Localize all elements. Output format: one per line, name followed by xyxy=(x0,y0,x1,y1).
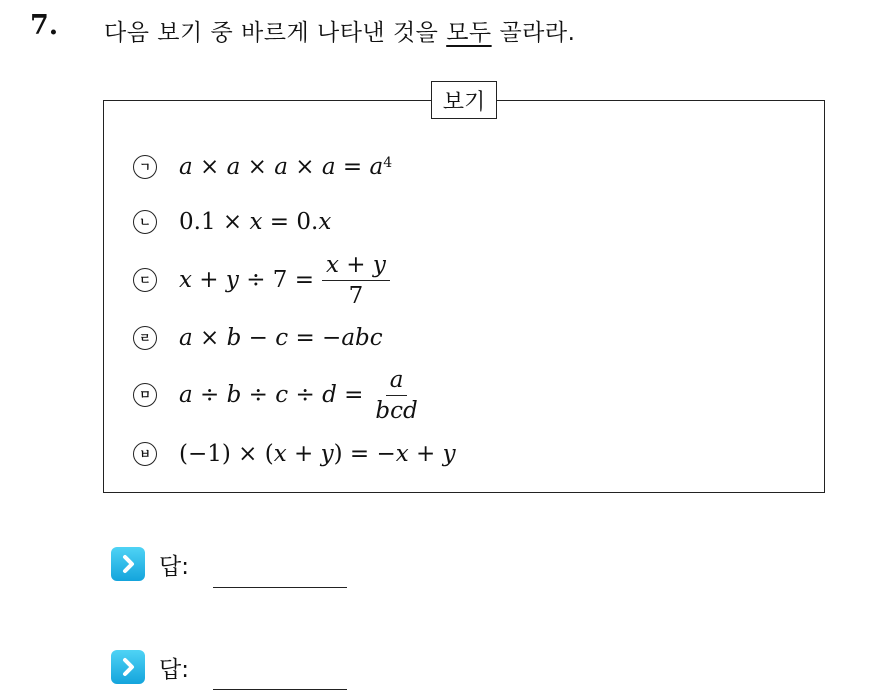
question-text-after: 골라라. xyxy=(491,20,576,46)
chevron-right-icon xyxy=(111,547,145,581)
expression: 0.1 × x = 0. x xyxy=(179,209,332,235)
expression: (−1) × ( x + y ) = − x + y xyxy=(179,441,456,467)
numerator: x + y xyxy=(322,252,390,281)
answer-input-2[interactable] xyxy=(213,689,347,690)
question-text-before: 다음 보기 중 바르게 나타낸 것을 xyxy=(104,20,447,46)
denominator: 7 xyxy=(348,282,364,309)
question-text-underlined: 모두 xyxy=(446,20,492,46)
example-item-2 xyxy=(133,202,331,242)
numerator: a xyxy=(386,367,408,396)
fraction xyxy=(371,367,421,424)
expression: a ÷ b ÷ c ÷ d = $\frac{a}{\text{bcd}}$ xyxy=(179,367,422,424)
question-number: 7. xyxy=(30,10,59,41)
example-item-6 xyxy=(133,434,456,474)
item-marker: ㅂ xyxy=(133,442,157,466)
example-item-3 xyxy=(133,249,390,311)
item-marker: ㅁ xyxy=(133,383,157,407)
item-marker: ㄹ xyxy=(133,326,157,350)
answer-label: 답: xyxy=(159,656,189,683)
answer-input-1[interactable] xyxy=(213,587,347,588)
example-item-4 xyxy=(133,318,383,358)
fraction xyxy=(322,252,390,309)
item-marker: ㄴ xyxy=(133,210,157,234)
answer-row-1 xyxy=(111,547,189,581)
example-box-title: 보기 xyxy=(431,81,497,119)
example-item-5 xyxy=(133,364,422,426)
item-marker: ㄱ xyxy=(133,155,157,179)
item-marker: ㄷ xyxy=(133,268,157,292)
denominator: bcd xyxy=(375,397,418,424)
answer-row-2 xyxy=(111,650,189,684)
question-text xyxy=(104,14,575,47)
expression: x + y ÷ 7 = $\frac{x + y}{7}$ xyxy=(179,252,390,309)
example-item-1 xyxy=(133,147,392,187)
expression: a × a × a × a = a $^4$ xyxy=(179,154,393,180)
answer-label: 답: xyxy=(159,553,189,580)
expression: a × b − c = − abc xyxy=(179,325,383,351)
chevron-right-icon xyxy=(111,650,145,684)
